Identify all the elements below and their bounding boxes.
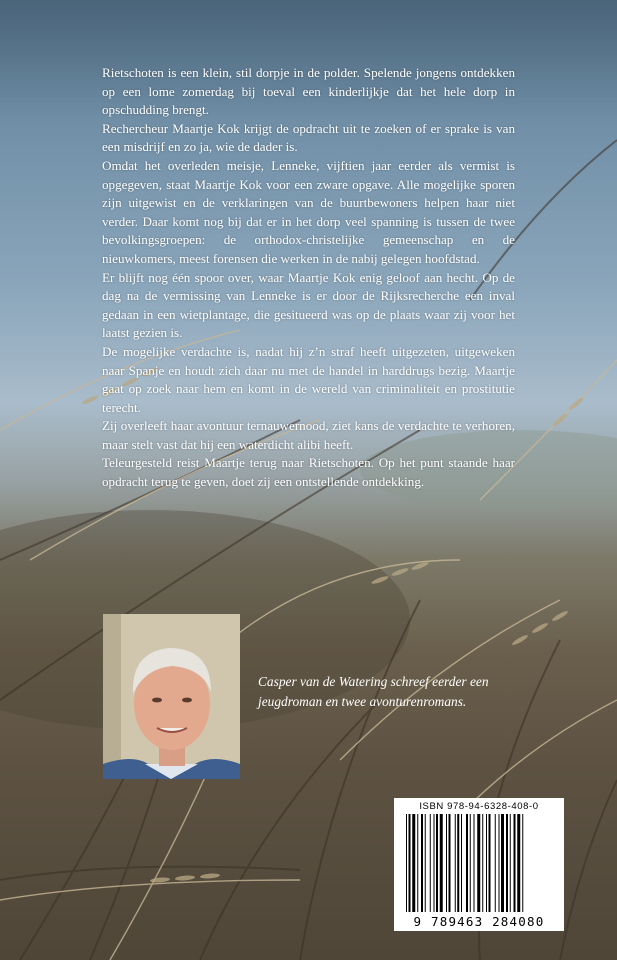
barcode-bar	[466, 814, 468, 912]
blurb-paragraph: Omdat het overleden meisje, Lenneke, vijftien jaar eerder als vermist is opgegeven, staat Maartje Kok voor een zware opgave. Alle mogelijke sporen zijn uitgewist en de verklaringen van de buurtbewoners helpen haar niet verder. Daar komt nog bij dat er in het dorp veel spanning is tussen de twee bevolkingsgroepen: de orthodox-christelijke gemeenschap en de nieuwkomers, meest forensen die werken in de nabij gelegen hoofdstad.	[102, 157, 515, 266]
barcode-bar	[522, 814, 523, 912]
barcode-bar	[510, 814, 511, 912]
blurb-paragraph: De mogelijke verdachte is, nadat hij z’n straf heeft uitgezeten, uitgeweken naar Spanje en houdt zich daar nu met de handel in harddrugs bezig. Maartje gaat op zoek naar hem en komt in de wereld van criminaliteit en prostitutie terecht.	[102, 343, 515, 415]
barcode-bar	[486, 814, 487, 912]
isbn-barcode	[394, 798, 564, 931]
blurb-paragraph: Rechercheur Maartje Kok krijgt de opdracht uit te zoeken of er sprake is van een misdrijf en zo ja, wie de dader is.	[102, 120, 515, 155]
barcode-bar	[461, 814, 462, 912]
barcode-bar	[430, 814, 431, 912]
barcode-bar	[501, 814, 504, 912]
barcode-bar	[470, 814, 471, 912]
blurb-paragraph: Zij overleeft haar avontuur ternauwernood, ziet kans de verdachte te verhoren, maar stelt vast dat hij een waterdicht alibi heeft.	[102, 418, 515, 452]
barcode-bar	[495, 814, 496, 912]
barcode-bar	[434, 814, 435, 912]
barcode-bar	[517, 814, 520, 912]
isbn-label: ISBN 978-94-6328-408-0	[419, 801, 539, 812]
barcode-bar	[474, 814, 475, 912]
isbn-digits: 9 789463 284080	[413, 914, 545, 929]
barcode-bar	[406, 814, 407, 912]
barcode-bars	[404, 814, 556, 912]
barcode-bar	[506, 814, 508, 912]
barcode-bar	[440, 814, 443, 912]
barcode-bar	[457, 814, 459, 912]
barcode-bar	[455, 814, 456, 912]
blurb-paragraph: Rietschoten is een klein, stil dorpje in de polder. Spelende jongens ontdekken op een lome zomerdag bij toeval een kinderlijkje dat het hele dorp in opschudding brengt.	[102, 65, 515, 118]
barcode-bar	[436, 814, 438, 912]
barcode-bar	[425, 814, 426, 912]
author-photo	[103, 614, 240, 779]
barcode-bar	[482, 814, 483, 912]
blurb-paragraph: Teleurgesteld reist Maartje terug naar Rietschoten. Op het punt staande haar opdracht terug te geven, doet zij een ontstellende ontdekking.	[102, 455, 515, 490]
barcode-bar	[421, 814, 423, 912]
barcode-bar	[514, 814, 516, 912]
barcode-bar	[499, 814, 500, 912]
barcode-bar	[412, 814, 415, 912]
barcode-bar	[477, 814, 480, 912]
author-bio: Casper van de Watering schreef eerder een jeugdroman en twee avonturenromans.	[258, 674, 489, 709]
barcode-bar	[489, 814, 491, 912]
barcode-bar	[449, 814, 451, 912]
back-cover-blurb	[102, 64, 515, 492]
blurb-paragraph: Er blijft nog één spoor over, waar Maartje Kok enig geloof aan hecht. Op de dag na de vermissing van Lenneke is er door de Rijksrecherche een inval gedaan in een wietplantage, die gesitueerd was op de plaats waar zij voor het laatst gezien is.	[102, 269, 515, 341]
barcode-bar	[417, 814, 418, 912]
barcode-bar	[409, 814, 411, 912]
barcode-bar	[446, 814, 447, 912]
